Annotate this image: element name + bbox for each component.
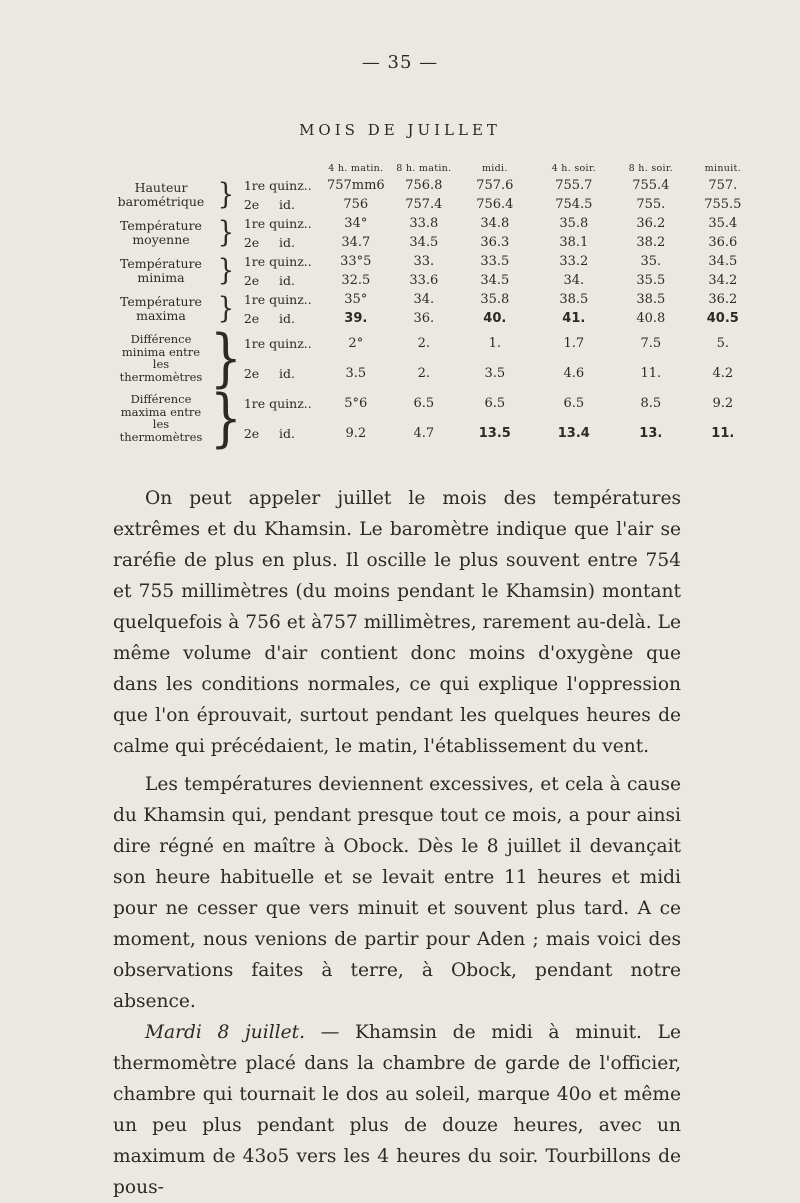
period-label: 1re quinz.. [243,178,312,193]
table-cell: 13.5 [478,425,511,441]
row-group-label [112,328,210,388]
paragraph [113,1017,681,1203]
table-cell: 3.5 [345,365,367,381]
table-cell: 36.2 [708,292,738,307]
observations-table [112,160,760,455]
label-line: maxima [136,308,186,323]
table-cell: 34.7 [341,235,371,250]
table-row [112,388,760,418]
table-cell: 34. [413,292,435,307]
table-cell: 34.2 [708,273,738,288]
column-header: 8 h. matin. [396,162,452,174]
label-line: maxima entre [120,404,202,419]
table-cell: 33.8 [409,216,439,231]
table-cell: 4.2 [712,365,734,381]
table-cell: 40.5 [706,311,739,326]
table-cell: 757mm6 [326,178,385,193]
period-label: 2e id. [243,273,296,288]
table-cell: 756 [343,197,369,212]
table-cell: 36.2 [636,216,666,231]
table-cell: 34. [563,273,585,288]
table-cell: 35° [344,292,368,307]
paragraph-text: — Khamsin de midi à minuit. Le thermomètre placé dans la chambre de garde de l'officier, chambre qui tournait le dos au soleil, marque 40o et même un peu plus pendant plus de douze heures, avec un maximum de 43o5 vers les 4 heures du soir. Tourbillons de pous- [113,1022,681,1198]
table-cell: 40.8 [636,311,666,326]
brace-glyph: } [210,381,242,455]
table-cell: 33.5 [480,254,510,269]
table-cell: 756.4 [476,197,514,212]
table-cell: 35.4 [708,216,738,231]
table-cell: 35. [640,254,662,269]
table-cell: 35.8 [559,216,589,231]
table-cell: 7.5 [640,335,662,351]
table-cell: 754.5 [555,197,593,212]
paragraph: Les températures deviennent excessives, et cela à cause du Khamsin qui, pendant presque tout ce mois, a pour ainsi dire régné en maître à Obock. Dès le 8 juillet il devançait son heure habituelle et se levait entre 11 heures et midi pour ne cesser que vers minuit et souvent plus tard. A ce moment, nous venions de partir pour Aden ; mais voici des observations faites à terre, à Obock, pendant notre absence. [113,774,681,1012]
label-line: les [152,417,170,431]
brace-glyph: } [217,178,235,212]
table-row [112,214,760,233]
table-cell: 755.7 [555,178,593,193]
table-cell: 755. [636,197,666,212]
table-cell: 33.6 [409,273,439,288]
period-label: 1re quinz.. [243,216,312,231]
period-label: 2e id. [243,235,296,250]
table-cell: 38.5 [636,292,666,307]
section-title: MOIS DE JUILLET [299,121,501,139]
table-cell: 757.4 [405,197,443,212]
table-row [112,290,760,309]
body-text [113,483,681,1203]
table-cell: 41. [562,311,586,326]
brace-glyph: } [217,216,235,250]
row-group-label [112,290,210,328]
label-line: Différence [130,332,192,346]
period-label: 2e id. [243,425,296,441]
table-cell: 11. [711,425,735,441]
row-group-label [112,252,210,290]
brace-glyph: } [210,321,242,395]
table-cell: 33. [413,254,435,269]
table-cell: 34° [344,216,368,231]
table-cell: 33°5 [340,254,372,269]
date-heading: Mardi 8 juillet. [145,1022,306,1043]
column-header: minuit. [704,162,741,174]
table-cell: 40. [483,311,507,326]
label-line: moyenne [132,232,190,247]
label-line: Température [120,256,202,271]
table-cell: 9.2 [345,425,367,441]
table-cell: 6.5 [484,395,506,411]
table-cell: 36. [413,311,435,326]
label-line: thermomètres [119,369,203,384]
period-label: 2e id. [243,197,296,212]
table-cell: 32.5 [341,273,371,288]
table-cell: 757. [708,178,738,193]
table-cell: 8.5 [640,395,662,411]
table-cell: 5°6 [344,395,368,411]
brace-glyph: } [217,254,235,288]
row-group-label [112,176,210,214]
table-cell: 38.2 [636,235,666,250]
period-label: 1re quinz.. [243,254,312,269]
label-line: thermomètres [119,429,203,444]
table-cell: 13. [639,425,663,441]
row-group-label [112,388,210,448]
label-line: minima [137,270,185,285]
table-cell: 34.8 [480,216,510,231]
table-cell: 9.2 [712,395,734,411]
table-cell: 33.2 [559,254,589,269]
table-cell: 4.6 [563,365,585,381]
table-cell: 755.4 [632,178,670,193]
table-cell: 35.5 [636,273,666,288]
label-line: Différence [130,392,192,406]
label-line: les [152,357,170,371]
table-cell: 3.5 [484,365,506,381]
table-row [112,252,760,271]
label-line: Température [120,294,202,309]
column-header: 8 h. soir. [628,162,673,174]
table-cell: 34.5 [708,254,738,269]
label-line: Température [120,218,202,233]
table-cell: 2° [348,335,364,351]
table-row [112,176,760,195]
table-cell: 6.5 [563,395,585,411]
column-header: 4 h. matin. [328,162,384,174]
table-cell: 38.1 [559,235,589,250]
paragraph: On peut appeler juillet le mois des températures extrêmes et du Khamsin. Le baromètre indique que l'air se raréfie de plus en plus. Il oscille le plus souvent entre 754 et 755 millimètres (du moins pendant le Khamsin) montant quelquefois à 756 et à757 millimètres, rarement au-delà. Le même volume d'air contient donc moins d'oxygène que dans les conditions normales, ce qui explique l'oppression que l'on éprouvait, surtout pendant les quelques heures de calme qui précédaient, le matin, l'établissement du vent. [113,488,681,757]
row-group-label [112,214,210,252]
table-cell: 34.5 [480,273,510,288]
table-cell: 39. [344,311,368,326]
label-line: Hauteur [134,180,188,195]
table-cell: 11. [640,365,662,381]
table-cell: 2. [417,335,431,351]
table-cell: 757.6 [476,178,514,193]
table-cell: 1.7 [563,335,585,351]
table-cell: 35.8 [480,292,510,307]
table-cell: 4.7 [413,425,435,441]
brace-glyph: } [217,292,235,326]
label-line: minima entre [121,344,201,359]
table-cell: 2. [417,365,431,381]
table-cell: 756.8 [405,178,443,193]
table-cell: 1. [488,335,502,351]
period-label: 2e id. [243,365,296,381]
column-header: midi. [481,162,508,174]
period-label: 2e id. [243,311,296,326]
table-cell: 36.6 [708,235,738,250]
table-cell: 5. [716,335,730,351]
table-cell: 13.4 [557,425,590,441]
period-label: 1re quinz.. [243,395,312,411]
table-cell: 755.5 [704,197,742,212]
label-line: barométrique [117,194,205,209]
column-header: 4 h. soir. [551,162,596,174]
table-cell: 38.5 [559,292,589,307]
table-cell: 34.5 [409,235,439,250]
table-cell: 6.5 [413,395,435,411]
period-label: 1re quinz.. [243,292,312,307]
table-row [112,328,760,358]
period-label: 1re quinz.. [243,335,312,351]
table-cell: 36.3 [480,235,510,250]
page-number: — 35 — [361,52,439,73]
